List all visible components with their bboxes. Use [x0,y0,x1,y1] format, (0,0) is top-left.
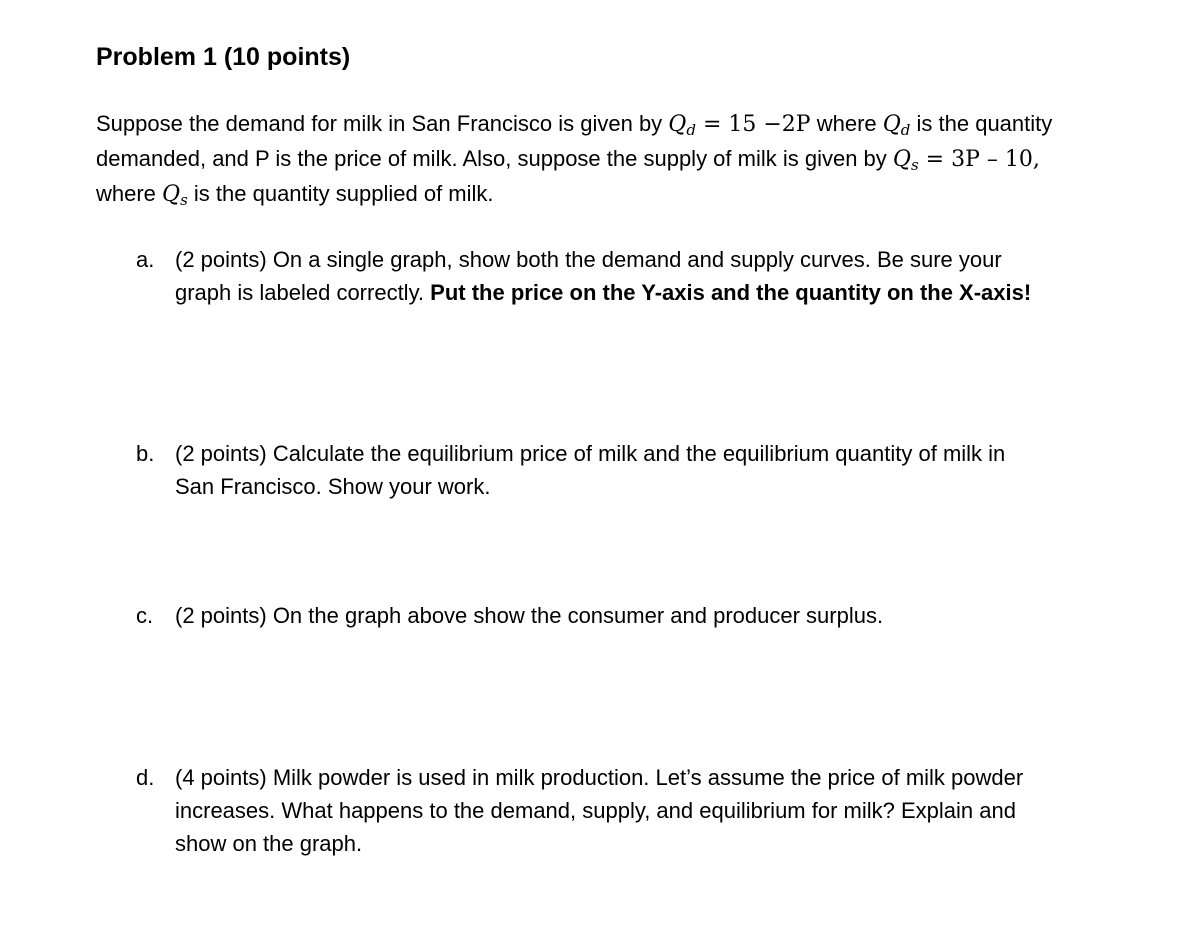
intro-text: where [810,111,883,136]
list-marker: d. [136,765,155,790]
question-line: (2 points) On the graph above show the consumer and producer surplus. [175,603,884,628]
demand-equation [668,112,810,137]
list-marker: c. [136,603,154,628]
emphasis-text: Put the price on the Y-axis and the quantity on the X-axis! [430,280,1032,305]
intro-text: demanded, and P is the price of milk. Also, suppose the supply of milk is given by [96,146,893,171]
question-line: (4 points) Milk powder is used in milk production. Let’s assume the price of milk powder [175,765,1024,790]
intro-text: is the quantity [910,111,1053,136]
question-line [175,276,1155,309]
qs-symbol: Q [892,147,911,172]
demand-equation-rhs: = 15 −2P [695,112,811,137]
intro-text: Suppose the demand for milk in San Francisco is given by [96,111,669,136]
supply-equation [893,147,1040,172]
problem-title: Problem 1 (10 points) [96,43,351,71]
question-line: increases. What happens to the demand, supply, and equilibrium for milk? Explain and [175,798,1016,823]
intro-text: is the quantity supplied of milk. [187,181,494,206]
qs-subscript: s [910,156,919,174]
question-text: graph is labeled correctly. [175,280,431,305]
qd-subscript: d [900,121,911,139]
intro-line-1 [96,107,1156,142]
qd-term [883,112,911,137]
question-body [175,243,1155,309]
question-line: (2 points) Calculate the equilibrium price of milk and the equilibrium quantity of milk in [175,441,1006,466]
qs-term [162,182,188,207]
intro-line-2 [96,142,1156,177]
list-marker: b. [136,441,155,466]
question-body [175,599,1155,632]
problem-intro [96,107,1156,212]
qd-symbol: Q [882,112,901,137]
intro-line-3 [96,177,1156,212]
question-line: San Francisco. Show your work. [175,474,491,499]
question-line: show on the graph. [175,831,363,856]
qs-subscript: s [180,191,188,209]
list-marker: a. [136,247,155,272]
supply-equation-rhs: = 3P – 10, [918,147,1040,172]
intro-text: where [96,181,163,206]
question-body [175,437,1155,503]
question-body [175,761,1155,860]
qs-symbol: Q [162,182,181,207]
question-line: (2 points) On a single graph, show both the demand and supply curves. Be sure your [175,247,1002,272]
qd-subscript: d [686,121,696,139]
qd-symbol: Q [668,112,687,137]
